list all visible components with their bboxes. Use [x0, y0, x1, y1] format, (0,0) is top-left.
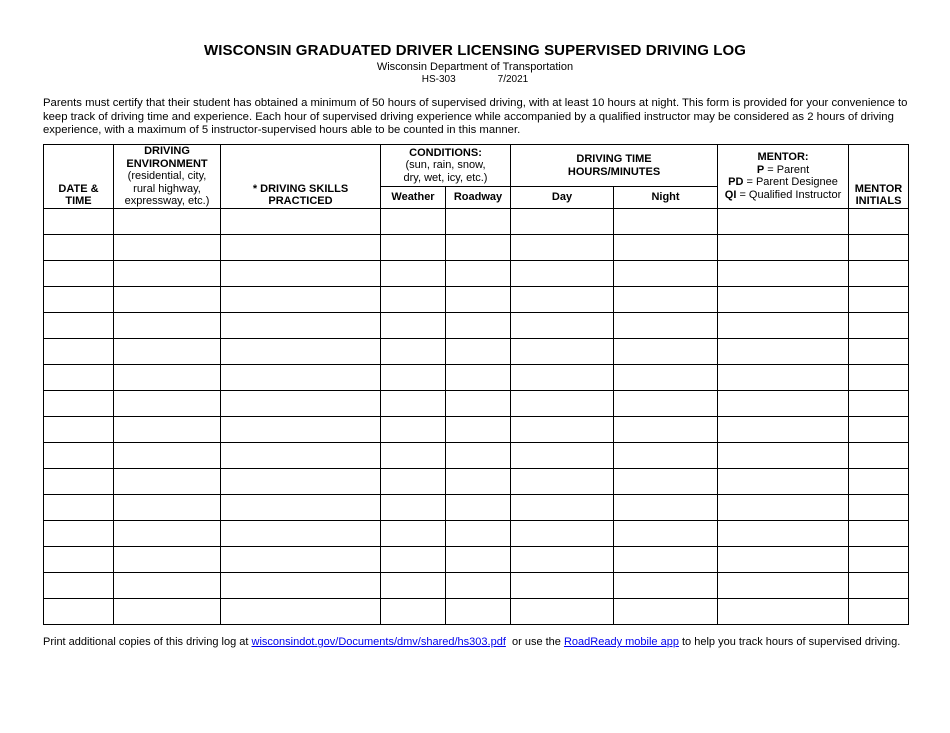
- table-row: [44, 286, 909, 312]
- date-time-cell[interactable]: [44, 234, 114, 260]
- day-time-cell[interactable]: [511, 234, 614, 260]
- mentor-initials-cell[interactable]: [849, 234, 909, 260]
- day-time-cell[interactable]: [511, 260, 614, 286]
- log-body: [44, 208, 909, 624]
- roadway-cell[interactable]: [446, 572, 511, 598]
- mentor-cell[interactable]: [718, 546, 849, 572]
- weather-cell[interactable]: [381, 468, 446, 494]
- night-time-cell[interactable]: [614, 234, 718, 260]
- mentor-initials-cell[interactable]: [849, 208, 909, 234]
- header-driving-skills: * DRIVING SKILLS PRACTICED: [221, 145, 381, 209]
- mentor-cell[interactable]: [718, 442, 849, 468]
- header-mentor-initials: MENTOR INITIALS: [849, 145, 909, 209]
- weather-cell[interactable]: [381, 390, 446, 416]
- night-time-cell[interactable]: [614, 468, 718, 494]
- night-time-cell[interactable]: [614, 208, 718, 234]
- night-time-cell[interactable]: [614, 598, 718, 624]
- date-time-cell[interactable]: [44, 416, 114, 442]
- mentor-initials-cell[interactable]: [849, 494, 909, 520]
- mentor-initials-cell[interactable]: [849, 546, 909, 572]
- header-conditions: CONDITIONS: (sun, rain, snow, dry, wet, icy, etc.): [381, 145, 511, 187]
- mentor-initials-cell[interactable]: [849, 598, 909, 624]
- header-day: Day: [511, 187, 614, 208]
- driving-skills-cell[interactable]: [221, 260, 381, 286]
- weather-cell[interactable]: [381, 260, 446, 286]
- night-time-cell[interactable]: [614, 364, 718, 390]
- table-row: [44, 338, 909, 364]
- mentor-cell[interactable]: [718, 364, 849, 390]
- date-time-cell[interactable]: [44, 546, 114, 572]
- mentor-cell[interactable]: [718, 390, 849, 416]
- weather-cell[interactable]: [381, 546, 446, 572]
- driving-environment-cell[interactable]: [114, 338, 221, 364]
- weather-cell[interactable]: [381, 598, 446, 624]
- driving-skills-cell[interactable]: [221, 572, 381, 598]
- night-time-cell[interactable]: [614, 546, 718, 572]
- roadway-cell[interactable]: [446, 494, 511, 520]
- mentor-initials-cell[interactable]: [849, 520, 909, 546]
- roadway-cell[interactable]: [446, 234, 511, 260]
- driving-environment-cell[interactable]: [114, 286, 221, 312]
- roadway-cell[interactable]: [446, 390, 511, 416]
- weather-cell[interactable]: [381, 416, 446, 442]
- driving-skills-cell[interactable]: [221, 442, 381, 468]
- driving-skills-cell[interactable]: [221, 546, 381, 572]
- day-time-cell[interactable]: [511, 416, 614, 442]
- mentor-cell[interactable]: [718, 416, 849, 442]
- table-row: [44, 260, 909, 286]
- table-row: [44, 442, 909, 468]
- roadway-cell[interactable]: [446, 260, 511, 286]
- weather-cell[interactable]: [381, 208, 446, 234]
- header-mentor: MENTOR: P = Parent PD = Parent Designee QI = Qualified Instructor: [718, 145, 849, 209]
- table-row: [44, 390, 909, 416]
- roadway-cell[interactable]: [446, 598, 511, 624]
- date-time-cell[interactable]: [44, 468, 114, 494]
- weather-cell[interactable]: [381, 364, 446, 390]
- night-time-cell[interactable]: [614, 572, 718, 598]
- page-title: WISCONSIN GRADUATED DRIVER LICENSING SUPERVISED DRIVING LOG: [203, 42, 747, 59]
- driving-environment-cell[interactable]: [114, 546, 221, 572]
- mentor-cell[interactable]: [718, 208, 849, 234]
- date-time-cell[interactable]: [44, 520, 114, 546]
- table-row: [44, 416, 909, 442]
- driving-skills-cell[interactable]: [221, 390, 381, 416]
- mentor-initials-cell[interactable]: [849, 364, 909, 390]
- mentor-initials-cell[interactable]: [849, 286, 909, 312]
- roadway-cell[interactable]: [446, 442, 511, 468]
- mentor-cell[interactable]: [718, 338, 849, 364]
- department-name: Wisconsin Department of Transportation: [376, 61, 574, 73]
- mentor-cell[interactable]: [718, 286, 849, 312]
- table-row: [44, 572, 909, 598]
- night-time-cell[interactable]: [614, 390, 718, 416]
- roadway-cell[interactable]: [446, 208, 511, 234]
- day-time-cell[interactable]: [511, 468, 614, 494]
- night-time-cell[interactable]: [614, 520, 718, 546]
- table-row: [44, 312, 909, 338]
- mentor-cell[interactable]: [718, 494, 849, 520]
- table-row: [44, 234, 909, 260]
- footer-note: Print additional copies of this driving log at wisconsindot.gov/Documents/dmv/shared/hs303.pdf or use the RoadReady mobile app to help you track hours of supervised driving.: [43, 636, 901, 648]
- table-row: [44, 208, 909, 234]
- day-time-cell[interactable]: [511, 208, 614, 234]
- mentor-initials-cell[interactable]: [849, 442, 909, 468]
- driving-environment-cell[interactable]: [114, 416, 221, 442]
- weather-cell[interactable]: [381, 494, 446, 520]
- date-time-cell[interactable]: [44, 364, 114, 390]
- date-time-cell[interactable]: [44, 494, 114, 520]
- day-time-cell[interactable]: [511, 312, 614, 338]
- day-time-cell[interactable]: [511, 572, 614, 598]
- mentor-initials-cell[interactable]: [849, 416, 909, 442]
- night-time-cell[interactable]: [614, 312, 718, 338]
- driving-skills-cell[interactable]: [221, 598, 381, 624]
- form-number-line: [0, 74, 950, 85]
- roadway-cell[interactable]: [446, 468, 511, 494]
- date-time-cell[interactable]: [44, 572, 114, 598]
- mentor-cell[interactable]: [718, 312, 849, 338]
- mentor-initials-cell[interactable]: [849, 312, 909, 338]
- day-time-cell[interactable]: [511, 494, 614, 520]
- weather-cell[interactable]: [381, 312, 446, 338]
- mentor-cell[interactable]: [718, 260, 849, 286]
- table-row: [44, 494, 909, 520]
- hs303-pdf-link[interactable]: wisconsindot.gov/Documents/dmv/shared/hs303.pdf: [251, 636, 506, 648]
- date-time-cell[interactable]: [44, 260, 114, 286]
- night-time-cell[interactable]: [614, 416, 718, 442]
- driving-environment-cell[interactable]: [114, 572, 221, 598]
- roadway-cell[interactable]: [446, 338, 511, 364]
- mentor-initials-cell[interactable]: [849, 338, 909, 364]
- table-row: [44, 598, 909, 624]
- mentor-cell[interactable]: [718, 572, 849, 598]
- date-time-cell[interactable]: [44, 390, 114, 416]
- driving-skills-cell[interactable]: [221, 520, 381, 546]
- table-row: [44, 364, 909, 390]
- driving-environment-cell[interactable]: [114, 494, 221, 520]
- driving-environment-cell[interactable]: [114, 390, 221, 416]
- roadway-cell[interactable]: [446, 416, 511, 442]
- weather-cell[interactable]: [381, 234, 446, 260]
- driving-skills-cell[interactable]: [221, 416, 381, 442]
- mentor-initials-cell[interactable]: [849, 260, 909, 286]
- driving-environment-cell[interactable]: [114, 468, 221, 494]
- driving-environment-cell[interactable]: [114, 208, 221, 234]
- driving-environment-cell[interactable]: [114, 234, 221, 260]
- weather-cell[interactable]: [381, 520, 446, 546]
- mentor-initials-cell[interactable]: [849, 468, 909, 494]
- mentor-initials-cell[interactable]: [849, 572, 909, 598]
- header-driving-environment: DRIVING ENVIRONMENT (residential, city, rural highway, expressway, etc.): [114, 145, 221, 209]
- form-number: HS-303: [421, 74, 456, 85]
- weather-cell[interactable]: [381, 286, 446, 312]
- date-time-cell[interactable]: [44, 286, 114, 312]
- day-time-cell[interactable]: [511, 598, 614, 624]
- driving-skills-cell[interactable]: [221, 494, 381, 520]
- date-time-cell[interactable]: [44, 598, 114, 624]
- header-weather: Weather: [381, 187, 446, 208]
- driving-log-table: [43, 144, 909, 625]
- driving-environment-cell[interactable]: [114, 442, 221, 468]
- table-row: [44, 546, 909, 572]
- roadready-app-link[interactable]: RoadReady mobile app: [563, 636, 679, 648]
- weather-cell[interactable]: [381, 442, 446, 468]
- driving-skills-cell[interactable]: [221, 468, 381, 494]
- header-driving-time: DRIVING TIME HOURS/MINUTES: [511, 145, 718, 187]
- mentor-cell[interactable]: [718, 234, 849, 260]
- header-date-time: DATE & TIME: [44, 145, 114, 209]
- day-time-cell[interactable]: [511, 286, 614, 312]
- roadway-cell[interactable]: [446, 312, 511, 338]
- night-time-cell[interactable]: [614, 442, 718, 468]
- driving-environment-cell[interactable]: [114, 312, 221, 338]
- table-row: [44, 468, 909, 494]
- table-row: [44, 520, 909, 546]
- night-time-cell[interactable]: [614, 286, 718, 312]
- day-time-cell[interactable]: [511, 546, 614, 572]
- date-time-cell[interactable]: [44, 208, 114, 234]
- day-time-cell[interactable]: [511, 442, 614, 468]
- mentor-initials-cell[interactable]: [849, 390, 909, 416]
- day-time-cell[interactable]: [511, 520, 614, 546]
- roadway-cell[interactable]: [446, 546, 511, 572]
- driving-skills-cell[interactable]: [221, 286, 381, 312]
- date-time-cell[interactable]: [44, 338, 114, 364]
- roadway-cell[interactable]: [446, 520, 511, 546]
- night-time-cell[interactable]: [614, 338, 718, 364]
- weather-cell[interactable]: [381, 572, 446, 598]
- intro-paragraph: Parents must certify that their student has obtained a minimum of 50 hours of supervised driving, with at least 10 hours at night. This form is provided for your convenience to keep track of driving time and experience. Each hour of supervised driving experience while accompanied by a qualified instructor may be considered as 2 hours of driving experience, with a maximum of 5 instructor-supervised hours able to be counted in this manner.: [43, 97, 908, 136]
- day-time-cell[interactable]: [511, 338, 614, 364]
- date-time-cell[interactable]: [44, 312, 114, 338]
- day-time-cell[interactable]: [511, 364, 614, 390]
- driving-skills-cell[interactable]: [221, 208, 381, 234]
- mentor-cell[interactable]: [718, 468, 849, 494]
- driving-skills-cell[interactable]: [221, 364, 381, 390]
- date-time-cell[interactable]: [44, 442, 114, 468]
- roadway-cell[interactable]: [446, 364, 511, 390]
- driving-environment-cell[interactable]: [114, 260, 221, 286]
- driving-environment-cell[interactable]: [114, 364, 221, 390]
- mentor-cell[interactable]: [718, 598, 849, 624]
- driving-environment-cell[interactable]: [114, 520, 221, 546]
- driving-skills-cell[interactable]: [221, 234, 381, 260]
- header-night: Night: [614, 187, 718, 208]
- driving-environment-cell[interactable]: [114, 598, 221, 624]
- header-roadway: Roadway: [446, 187, 511, 208]
- form-date: 7/2021: [497, 74, 529, 85]
- night-time-cell[interactable]: [614, 494, 718, 520]
- weather-cell[interactable]: [381, 338, 446, 364]
- driving-skills-cell[interactable]: [221, 312, 381, 338]
- driving-skills-cell[interactable]: [221, 338, 381, 364]
- roadway-cell[interactable]: [446, 286, 511, 312]
- night-time-cell[interactable]: [614, 260, 718, 286]
- day-time-cell[interactable]: [511, 390, 614, 416]
- mentor-cell[interactable]: [718, 520, 849, 546]
